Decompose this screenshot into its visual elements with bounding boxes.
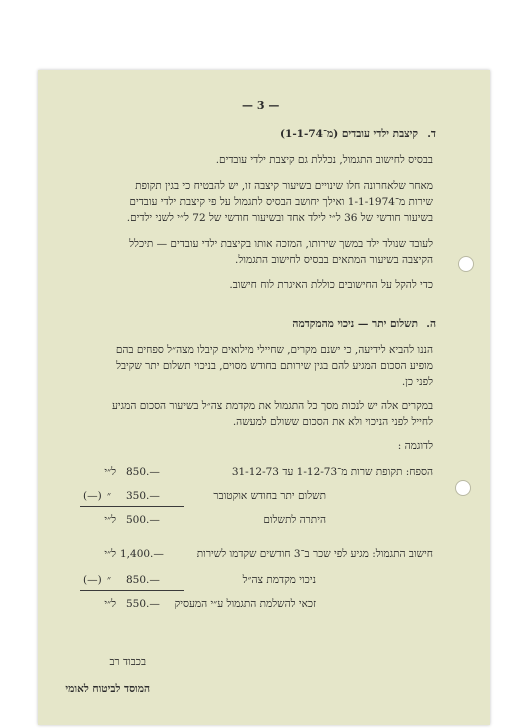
signature: המוסד לביטוח לאומי <box>65 683 150 695</box>
example-line2-currency: ״ <box>107 490 111 502</box>
section-d-paragraph-1: בבסיס לחישוב התגמול, נכללת גם קיצבת ילדי עובדים. <box>215 154 433 166</box>
section-d-paragraph-4: כדי להקל על החישובים כוללת האיגרת לוח חישוב. <box>229 279 433 291</box>
section-h-heading: תשלום יתר — ניכוי מהמקדמה <box>292 318 418 330</box>
calc-currency: ל״י <box>104 548 116 560</box>
closing-text: בכבוד רב <box>109 656 146 668</box>
section-d-paragraph-2-line-1: מאחר שלאחרונה חלו שינויים בשיעור קיצבה זו, יש להבטיח כי בגין תקופת <box>135 180 433 192</box>
example-sum-rule-1 <box>80 506 184 507</box>
section-h-paragraph-1-line-1: הננו להביא לידיעה, כי ישנם מקרים, שחיילי מילואים קיבלו מצה״ל ספחים בהם <box>115 344 433 356</box>
section-h-paragraph-2-line-1: במקרים אלה יש לנכות מסך כל התגמול את מקדמת צה״ל בשיעור הסכום המגיע <box>111 400 433 412</box>
calc3-amount: 550.— <box>126 598 160 610</box>
example-line1-currency: ל״י <box>104 466 116 478</box>
example-line2-amount: 350.— <box>126 490 160 502</box>
example-line3-currency: ל״י <box>104 514 116 526</box>
punch-hole-bottom <box>455 480 471 496</box>
example-line2-label: תשלום יתר בחודש אוקטובר <box>213 490 326 502</box>
calc3-currency: ל״י <box>104 598 116 610</box>
section-d-paragraph-2-line-3: בשיעור חודשי של 36 ל״י לילד אחד ובשיעור חודשי של 72 ל״י לשני ילדים. <box>126 212 433 224</box>
section-d-paragraph-2-line-2: שירות מ־1-1-1974 ואילך יחושב הבסיס לתגמול על פי קיצבת ילדי עובדים <box>129 196 433 208</box>
section-d-heading: קיצבת ילדי עובדים (מ־1-1-74) <box>280 128 418 140</box>
calc3-label: זכאי להשלמת התגמול ע״י המעסיק <box>174 598 316 610</box>
calc2-sign: (—) <box>83 574 102 586</box>
calc-sum-rule <box>80 590 184 591</box>
calc2-label: ניכוי מקדמת צה״ל <box>242 574 316 586</box>
section-d-paragraph-3-line-1: לעובד שנולד ילד במשך שירותו, המזכה אותו בקיצבת ילדי עובדים — תיכלל <box>129 238 433 250</box>
calc-amount: 1,400.— <box>120 548 164 560</box>
calc2-currency: ״ <box>107 574 111 586</box>
example-line2-sign: (—) <box>83 490 102 502</box>
section-h-paragraph-2-line-2: לחייל לפני הניכוי ולא את הסכום ששולם למעשה. <box>232 416 433 428</box>
document-page <box>38 70 490 725</box>
section-d-letter: ד. <box>427 128 436 140</box>
punch-hole-top <box>458 256 474 272</box>
section-h-letter: ה. <box>426 318 436 330</box>
example-line1-amount: 850.— <box>126 466 160 478</box>
section-h-paragraph-1-line-2: מופיע הסכום המגיע להם בגין שירותם בחודש מסוים, בניכוי תשלום יתר שקיבל <box>116 360 433 372</box>
example-line3-label: היתרה לתשלום <box>263 514 326 526</box>
example-line1-label: הספח: תקופת שרות מ־1-12-73 עד 31-12-73 <box>231 466 433 478</box>
example-line3-amount: 500.— <box>126 514 160 526</box>
example-label: לדוגמה : <box>397 440 433 452</box>
section-h-paragraph-1-line-3: לפני כן. <box>401 376 433 388</box>
section-d-paragraph-3-line-2: הקיצבה בשיעור המתאים בבסיס לחישוב התגמול. <box>235 254 433 266</box>
calc2-amount: 850.— <box>126 574 160 586</box>
page-number: — 3 — <box>242 99 280 112</box>
calc-label: חישוב התגמול: מגיע לפי שכר ב־3 חודשים שקדמו לשירות <box>196 548 433 560</box>
